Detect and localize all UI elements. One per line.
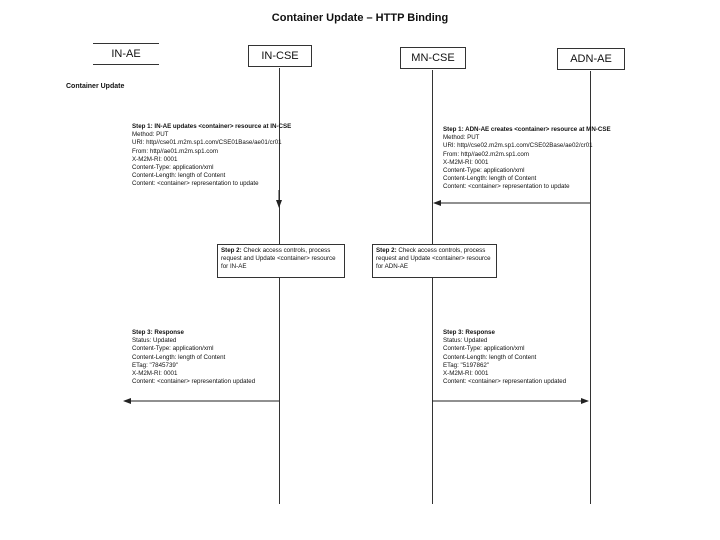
step1-right-line: X-M2M-RI: 0001 <box>443 158 489 166</box>
actor-mn-cse: MN-CSE <box>400 47 466 69</box>
step3-right-line: Content-Length: length of Content <box>443 353 537 361</box>
step1-right-line: URI: http//cse02.m2m.sp1.com/CSE02Base/ae02/cr01 <box>443 142 593 150</box>
step3-right-line: Content: <container> representation updated <box>443 378 567 386</box>
step1-right-line: Content-Length: length of Content <box>443 175 537 183</box>
step1-right-line: From: http//ae02.m2m.sp1.com <box>443 150 529 158</box>
actor-in-cse: IN-CSE <box>248 45 312 67</box>
step1-left-line: Content-Length: length of Content <box>132 172 226 180</box>
step3-left-line: Content-Length: length of Content <box>132 353 226 361</box>
step1-right-heading: Step 1: ADN-AE creates <container> resource at MN-CSE <box>443 126 611 133</box>
step1-right-line: Content-Type: application/xml <box>443 167 525 175</box>
step3-right-line: Status: Updated <box>443 337 488 345</box>
step1-left-line: From: http//ae01.m2m.sp1.com <box>132 147 218 155</box>
step1-left-line: Method: PUT <box>132 131 169 139</box>
section-label: Container Update <box>66 83 125 90</box>
actor-in-ae: IN-AE <box>93 43 159 65</box>
step3-left-heading: Step 3: Response <box>132 329 184 336</box>
step3-right-heading: Step 3: Response <box>443 329 495 336</box>
diagram-title: Container Update – HTTP Binding <box>271 12 449 24</box>
step1-right-line: Method: PUT <box>443 134 480 142</box>
step1-right-line: Content: <container> representation to update <box>443 183 570 191</box>
step1-left-line: Content: <container> representation to update <box>132 180 259 188</box>
step2-right-text: Check access controls, process request and Update <container> resource for ADN-AE <box>376 247 491 270</box>
step1-left-line: Content-Type: application/xml <box>132 164 214 172</box>
step3-left-line: X-M2M-RI: 0001 <box>132 370 178 378</box>
step3-right-line: X-M2M-RI: 0001 <box>443 370 489 378</box>
step3-right-line: ETag: "5197862" <box>443 361 490 369</box>
step3-left-line: Content: <container> representation updated <box>132 378 256 386</box>
step3-left-line: Status: Updated <box>132 337 177 345</box>
step1-left-line: X-M2M-RI: 0001 <box>132 155 178 163</box>
step2-left-text: Check access controls, process request and Update <container> resource for IN-AE <box>221 247 336 270</box>
step1-left-line: URI: http//cse01.m2m.sp1.com/CSE01Base/ae01/cr01 <box>132 139 282 147</box>
step3-left-line: Content-Type: application/xml <box>132 345 214 353</box>
step1-left-heading: Step 1: IN-AE updates <container> resource at IN-CSE <box>132 123 292 130</box>
step3-right-line: Content-Type: application/xml <box>443 345 525 353</box>
step3-left-line: ETag: "7845739" <box>132 361 179 369</box>
step2-left-heading: Step 2: <box>221 247 242 254</box>
step2-right-heading: Step 2: <box>376 247 397 254</box>
actor-adn-ae: ADN-AE <box>557 48 625 70</box>
